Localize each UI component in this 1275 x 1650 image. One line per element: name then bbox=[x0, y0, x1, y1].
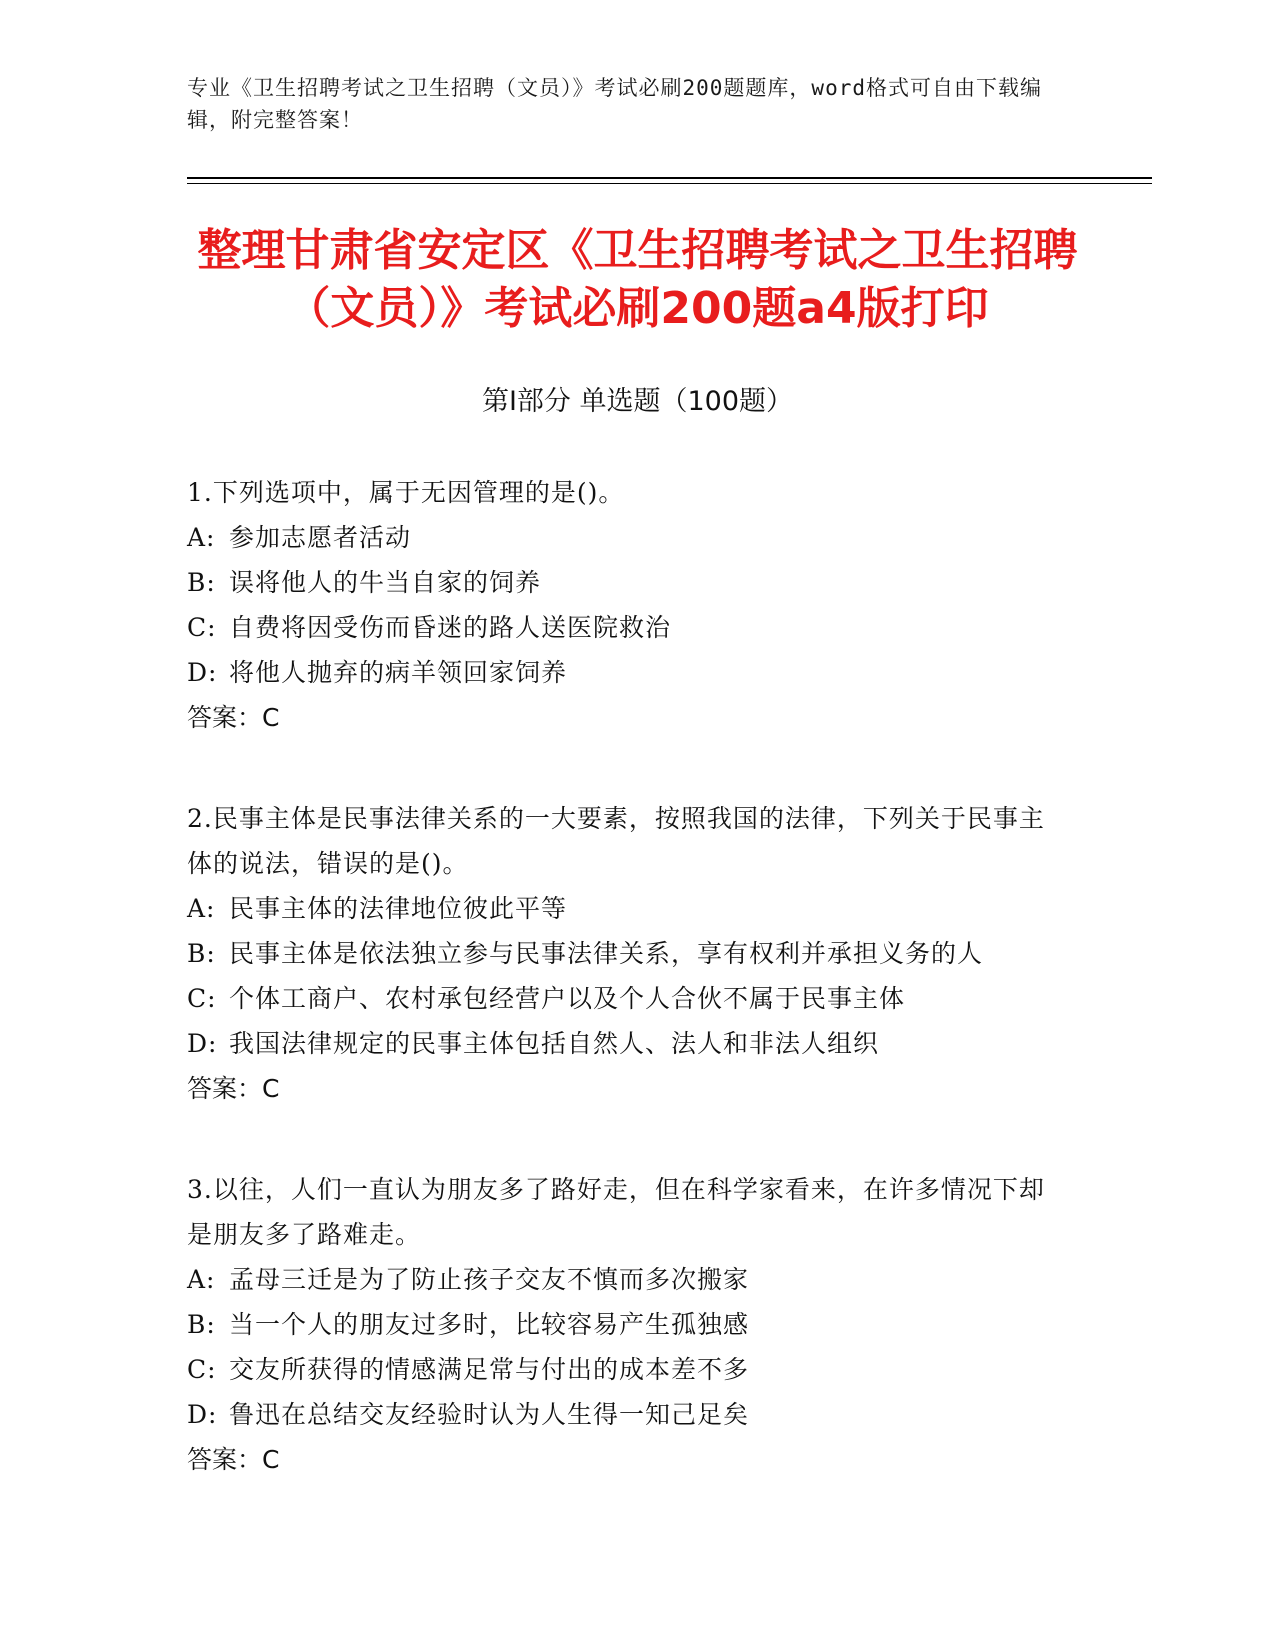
option-d bbox=[187, 650, 1087, 695]
section-heading: 第Ⅰ部分 单选题（100题） bbox=[481, 386, 794, 417]
option-key: B: bbox=[187, 568, 216, 597]
option-text: 当一个人的朋友过多时，比较容易产生孤独感 bbox=[229, 1310, 750, 1339]
option-key: A: bbox=[187, 894, 216, 923]
answer-line: 答案：C bbox=[187, 1074, 280, 1103]
option-c bbox=[187, 605, 1087, 650]
option-text: 鲁迅在总结交友经验时认为人生得一知己足矣 bbox=[229, 1400, 750, 1429]
option-d bbox=[187, 1392, 1087, 1437]
option-text: 我国法律规定的民事主体包括自然人、法人和非法人组织 bbox=[229, 1029, 880, 1058]
question-stem: 2.民事主体是民事法律关系的一大要素，按照我国的法律，下列关于民事主体的说法，错误的是()。 bbox=[187, 804, 1045, 878]
question-list bbox=[187, 470, 1087, 1538]
option-key: A: bbox=[187, 523, 216, 552]
option-b bbox=[187, 560, 1087, 605]
answer-line: 答案：C bbox=[187, 703, 280, 732]
option-b bbox=[187, 1302, 1087, 1347]
option-text: 误将他人的牛当自家的饲养 bbox=[229, 568, 542, 597]
option-a bbox=[187, 515, 1087, 560]
option-d bbox=[187, 1021, 1087, 1066]
option-key: A: bbox=[187, 1265, 216, 1294]
option-key: B: bbox=[187, 939, 216, 968]
option-text: 孟母三迁是为了防止孩子交友不慎而多次搬家 bbox=[229, 1265, 750, 1294]
option-text: 参加志愿者活动 bbox=[229, 523, 412, 552]
option-text: 民事主体是依法独立参与民事法律关系，享有权利并承担义务的人 bbox=[229, 939, 984, 968]
question-item bbox=[187, 796, 1087, 1111]
document-title: 整理甘肃省安定区《卫生招聘考试之卫生招聘（文员）》考试必刷200题a4版打印 bbox=[197, 225, 1078, 334]
option-c bbox=[187, 976, 1087, 1021]
question-stem: 1.下列选项中，属于无因管理的是()。 bbox=[187, 478, 625, 507]
option-text: 民事主体的法律地位彼此平等 bbox=[229, 894, 568, 923]
option-text: 个体工商户、农村承包经营户以及个人合伙不属于民事主体 bbox=[229, 984, 906, 1013]
question-item bbox=[187, 1167, 1087, 1482]
option-key: C: bbox=[187, 613, 217, 642]
option-c bbox=[187, 1347, 1087, 1392]
option-key: D: bbox=[187, 1400, 218, 1429]
option-a bbox=[187, 886, 1087, 931]
option-text: 自费将因受伤而昏迷的路人送医院救治 bbox=[229, 613, 672, 642]
header-note: 专业《卫生招聘考试之卫生招聘（文员）》考试必刷200题题库，word格式可自由下载编辑，附完整答案！ bbox=[187, 76, 1042, 132]
option-text: 将他人抛弃的病羊领回家饲养 bbox=[229, 658, 568, 687]
option-a bbox=[187, 1257, 1087, 1302]
answer-line: 答案：C bbox=[187, 1445, 280, 1474]
option-key: C: bbox=[187, 984, 217, 1013]
header-divider-thin bbox=[187, 183, 1152, 184]
option-key: B: bbox=[187, 1310, 216, 1339]
option-key: D: bbox=[187, 1029, 218, 1058]
question-item bbox=[187, 470, 1087, 740]
option-key: C: bbox=[187, 1355, 217, 1384]
header-divider-thick bbox=[187, 177, 1152, 179]
question-stem: 3.以往，人们一直认为朋友多了路好走，但在科学家看来，在许多情况下却是朋友多了路难走。 bbox=[187, 1175, 1045, 1249]
option-b bbox=[187, 931, 1087, 976]
option-text: 交友所获得的情感满足常与付出的成本差不多 bbox=[229, 1355, 750, 1384]
option-key: D: bbox=[187, 658, 218, 687]
